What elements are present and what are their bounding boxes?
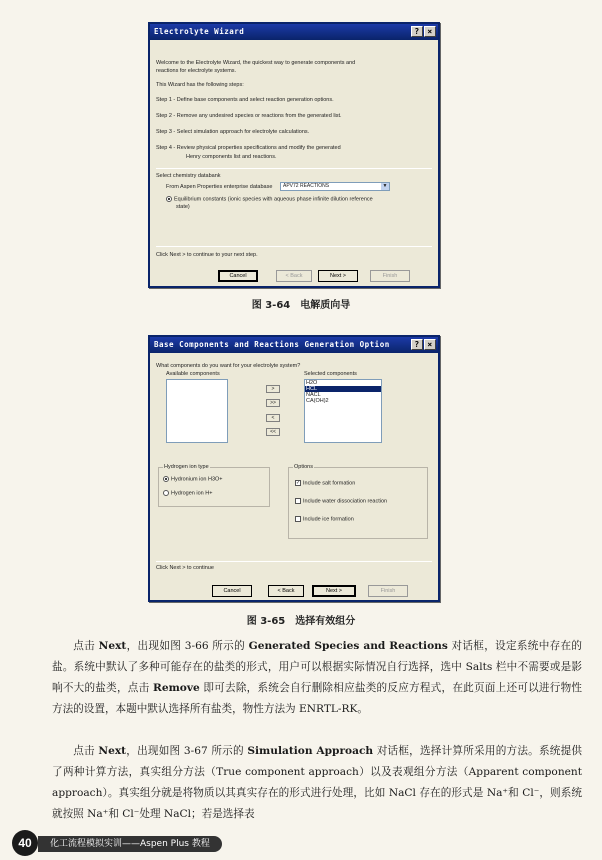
question-text: What components do you want for your electrolyte system? — [156, 363, 301, 369]
hydronium-option[interactable]: Hydronium ion H3O+ — [163, 476, 223, 482]
page-number: 40 — [12, 830, 38, 856]
checkbox-icon[interactable] — [295, 516, 301, 522]
databank-from-label: From Aspen Properties enterprise database — [166, 184, 273, 190]
equilibrium-radio[interactable] — [166, 196, 172, 202]
cancel-button[interactable]: Cancel — [212, 585, 252, 597]
checkbox-icon[interactable] — [295, 498, 301, 504]
radio-icon[interactable] — [163, 476, 169, 482]
help-icon[interactable]: ? — [411, 339, 423, 350]
options-group — [288, 464, 428, 539]
electrolyte-wizard-dialog — [148, 22, 440, 288]
list-item[interactable]: NACL — [306, 392, 321, 398]
separator — [156, 561, 432, 562]
separator — [156, 246, 432, 247]
hint-text: Click Next > to continue — [156, 565, 214, 571]
welcome-line-1: Welcome to the Electrolyte Wizard, the quickest way to generate components and — [156, 60, 356, 66]
step-2: Step 2 - Remove any undesired species or reactions from the generated list. — [156, 113, 342, 119]
checkbox-checked-icon[interactable]: ✓ — [296, 480, 301, 486]
step-4-cont: Henry components list and reactions. — [186, 154, 277, 160]
separator — [156, 168, 432, 169]
next-button[interactable]: Next > — [318, 270, 358, 282]
selected-list[interactable] — [304, 379, 382, 443]
options-label: Options — [294, 464, 313, 470]
salt-formation-option[interactable]: ✓ Include salt formation — [296, 480, 356, 487]
dialog-title: Base Components and Reactions Generation Option — [154, 340, 390, 349]
selected-label: Selected components — [304, 371, 357, 377]
list-item[interactable]: CA(OH)2 — [306, 398, 329, 404]
hint-text: Click Next > to continue to your next step. — [156, 252, 258, 258]
base-components-dialog — [148, 335, 440, 602]
close-icon[interactable]: × — [424, 339, 436, 350]
figure-caption-64: 图 3-64 电解质向导 — [251, 300, 351, 311]
remove-all-button[interactable]: << — [266, 428, 280, 436]
back-button[interactable]: < Back — [276, 270, 312, 282]
radio-icon[interactable] — [163, 490, 169, 496]
databank-value: APV72 REACTIONS — [283, 183, 330, 189]
add-button[interactable]: > — [266, 385, 280, 393]
close-icon[interactable]: × — [424, 26, 436, 37]
step-4: Step 4 - Review physical properties specifications and modify the generated — [156, 145, 341, 151]
welcome-line-2: reactions for electrolyte systems. — [156, 68, 237, 74]
figure-caption-65: 图 3-65 选择有效组分 — [246, 616, 356, 627]
add-all-button[interactable]: >> — [266, 399, 280, 407]
dialog-title-bar — [150, 24, 438, 40]
step-1: Step 1 - Define base components and select reaction generation options. — [156, 97, 334, 103]
next-button[interactable]: Next > — [312, 585, 356, 597]
available-label: Available components — [166, 371, 220, 377]
water-dissociation-option[interactable]: Include water dissociation reaction — [295, 498, 387, 504]
equilibrium-label-cont: state) — [176, 204, 190, 210]
book-title: 化工流程模拟实训——Aspen Plus 教程 — [38, 836, 222, 852]
finish-button[interactable]: Finish — [368, 585, 408, 597]
hydrogen-option[interactable]: Hydrogen ion H+ — [163, 490, 212, 496]
equilibrium-label: Equilibrium constants (ionic species with aqueous phase infinite dilution reference — [166, 196, 373, 202]
available-list[interactable] — [166, 379, 228, 443]
steps-intro: This Wizard has the following steps: — [156, 82, 244, 88]
chevron-down-icon[interactable]: ▼ — [382, 183, 388, 189]
finish-button[interactable]: Finish — [370, 270, 410, 282]
dialog-title: Electrolyte Wizard — [154, 27, 245, 36]
cancel-button[interactable]: Cancel — [218, 270, 258, 282]
list-item[interactable]: H2O — [306, 380, 318, 386]
list-item[interactable]: HCL — [305, 386, 381, 392]
back-button[interactable]: < Back — [268, 585, 304, 597]
page-footer — [0, 828, 602, 860]
hydrogen-ion-group — [158, 464, 270, 507]
databank-label: Select chemistry databank — [156, 173, 221, 179]
hydrogen-ion-label: Hydrogen ion type — [164, 464, 209, 470]
ice-formation-option[interactable]: Include ice formation — [295, 516, 354, 522]
help-icon[interactable]: ? — [411, 26, 423, 37]
remove-button[interactable]: < — [266, 414, 280, 422]
databank-select[interactable] — [280, 182, 390, 191]
paragraph-1: 点击 Next，出现如图 3-66 所示的 Generated Species and Reactions 对话框，设定系统中存在的盐。系统中默认了多种可能存在的盐类的形式，用户可以根据实际情况自行选择，选中 Salts 栏中不需要或是影响不大的盐类，点击 Remove 即可去除，系统会自行删除相应盐类的反应方程式，在此页面上还可以进行物性方法的设置，本题中默认选择所有盐类，物性方法为 ENRTL-RK。 — [52, 640, 583, 715]
dialog-title-bar — [150, 337, 438, 353]
paragraph-2: 点击 Next，出现如图 3-67 所示的 Simulation Approach 对话框，选择计算所采用的方法。系统提供了两种计算方法，真实组分方法（True component approach）以及表观组分方法（Apparent component approach）。真实组分就是将物质以其真实存在的形式进行处理，比如 NaCl 存在的形式是 Na⁺和 Cl⁻，则系统就按照 Na⁺和 Cl⁻处理 NaCl；若是选择表 — [52, 745, 582, 820]
step-3: Step 3 - Select simulation approach for electrolyte calculations. — [156, 129, 310, 135]
